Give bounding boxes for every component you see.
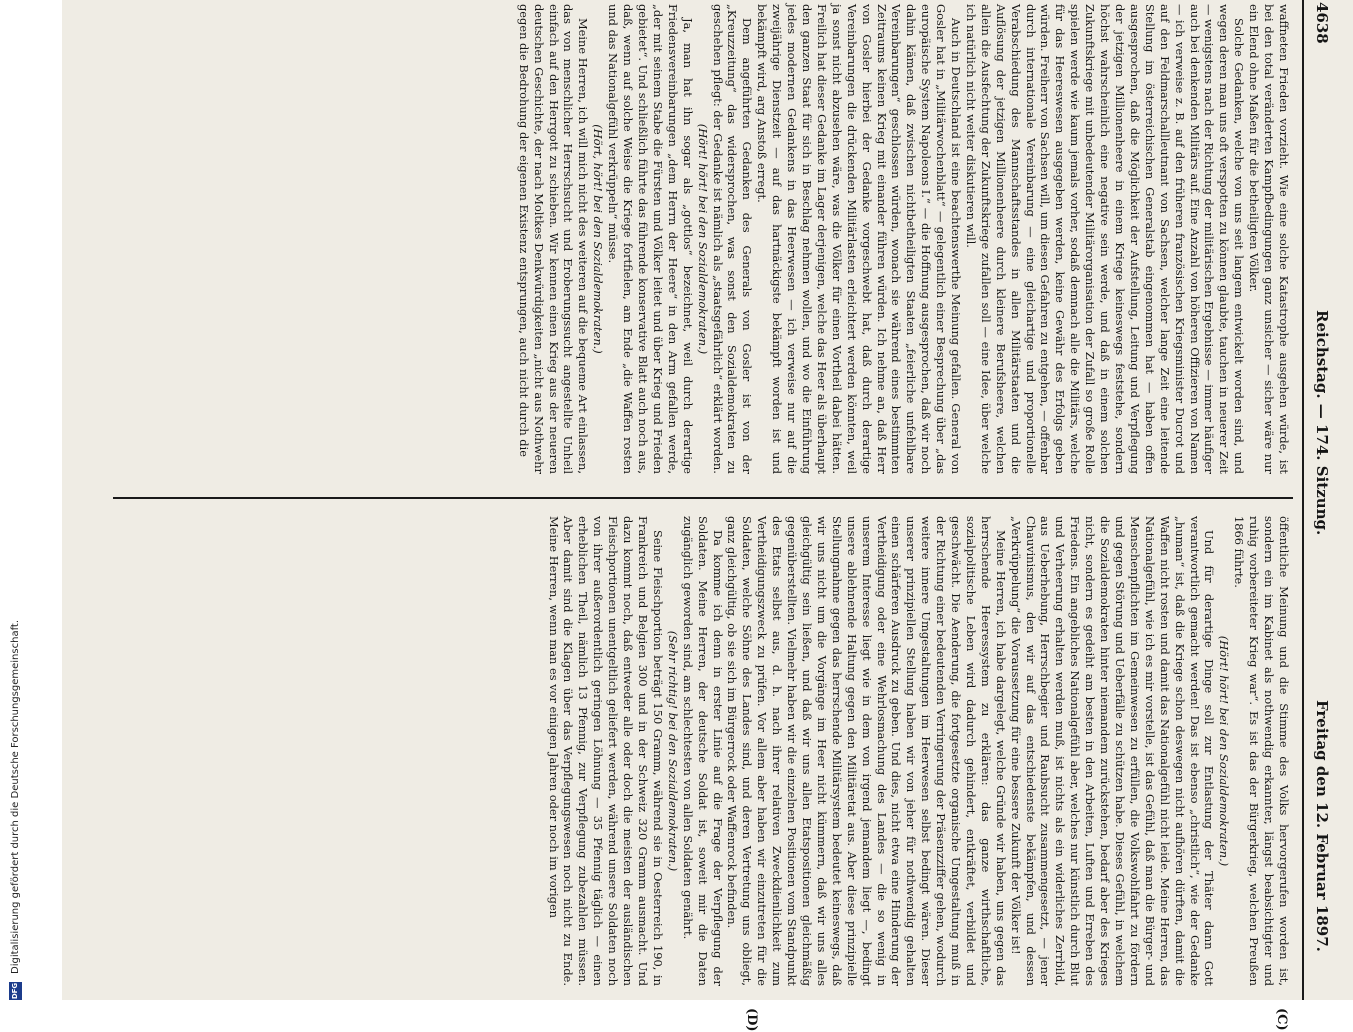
interjection: (Hört, hört! bei den Sozialdemokraten.) xyxy=(591,124,606,354)
page-header xyxy=(1307,0,1339,1000)
interjection: (Hört! hört! bei den Sozialdemokraten.) xyxy=(1217,635,1232,867)
page-number: 4638 xyxy=(1313,2,1331,44)
left-text-column xyxy=(516,4,1291,474)
rotated-page-content xyxy=(62,0,1353,1032)
margin-marker-d: (D) xyxy=(744,1008,759,1032)
funding-note xyxy=(8,0,24,1000)
paragraph: Ja, man hat ihn sogar als „gottlos“ bezeichnet, weil durch derartige Friedensvereinbarungen „dem Herrn der Heere“ in den Arm gefallen werde, „der mit seinem Stabe die Fürsten und Völker leitet und über Krieg und Frieden gebietet“. Und schließlich führte das führende konservative Blatt auch noch aus, daß, wenn auf solche Weise die Kriege fortfielen, am Ende „die Waffen rosten und das Nationalgefühl verkrüppeln“ müsse. xyxy=(606,4,695,474)
header-rule xyxy=(1302,0,1304,1000)
paragraph: Seine Fleischportion beträgt 150 Gramm, während sie in Oesterreich 190, in Frankreich und Belgien 300 und in der Schweiz 320 Gramm ausmacht. Und dazu kommt noch, daß entweder alle oder doch die meisten der ausländischen Fleischportionen unentgeltlich geliefert werden, während unsere Soldaten noch von ihrer außerordentlich geringen Löhnung — 35 Pfennig täglich — einen erheblichen Theil, nämlich 13 Pfennig, zur Verpflegung zubezahlen müssen. Aber damit sind die Klagen über das Verpflegungswesen noch nicht zu Ende. Meine Herren, wenn man es vor einigen Jahren oder noch im vorigen xyxy=(546,516,665,986)
paragraph: öffentliche Meinung und die Stimme des Volks hervorgerufen worden ist, sondern ein im Kabinet als nothwendig erkannter, längst beabsichtigter und ruhig vorbereiteter Krieg war“. Es ist das der Bürgerkrieg, welchen Preußen 1866 führte. xyxy=(1232,516,1291,986)
dfg-logo-icon: DFG xyxy=(9,982,22,1000)
interjection: (Sehr richtig! bei den Sozialdemokraten.) xyxy=(665,630,680,872)
paragraph: Solche Gedanken, welche von uns seit langem entwickelt worden sind, und wegen deren man uns oft verspotten zu können glaubte, tauchen in neuerer Zeit — wenigstens nach der Richtung der militärischen Ergebnisse — immer häufiger auch bei denkenden Militärs auf. Eine Anzahl von höheren Offizieren von Namen — ich verweise z. B. auf den früheren französischen Kriegsminister Ducrot und auf den Feldmarschallleutnant von Sachsen, welcher lange Zeit eine leitende Stellung im österreichischen Generalstab eingenommen hat — haben offen ausgesprochen, daß die Möglichkeit der Aufstellung, Leitung und Verpflegung der jetzigen Millionenheere in einem Kriege keineswegs feststehe, sondern höchst wahrscheinlich eine negative sein werde, und daß in einem solchen Zukunftskriege mit unbedeutender Militärorganisation der Zufall so große Rolle spielen werde wie kaum jemals vorher, sodaß demnach alle die Militärs, welche für das Heereswesen ausgegeben werden, keine Gewähr des Erfolgs geben würden. Freiherr von Sachsen will, um diesen Gefahren zu entgehen, — offenbar durch internationale Vereinbarung — eine gleichartige und proportionelle Verabschiedung des Mannschaftsstandes in allen Militärstaaten und die Auflösung der jetzigen Millionenheere durch kleinere Berufsheere, welchen allein die Ausfechtung der Zukunftskriege zufallen soll — eine Idee, über welche ich natürlich nicht weiter diskutieren will. xyxy=(963,4,1247,474)
session-title: Reichstag. — 174. Sitzung. xyxy=(1313,310,1331,536)
footer-text: Digitalisierung gefördert durch die Deutsche Forschungsgemeinschaft. xyxy=(10,619,21,974)
interjection: (Hört! hört! bei den Sozialdemokraten.) xyxy=(695,123,710,355)
column-divider xyxy=(113,497,1293,499)
paragraph: Dem angeführten Gedanken des Generals von Gosler ist von der „Kreuzzeitung“ das widersprochen, was sonst den Sozialdemokraten zu geschehen pflegt: der Gedanke ist nämlich als „staatsgefährlich“ erklärt worden. xyxy=(710,4,755,474)
paragraph: Meine Herren, ich habe dargelegt, welche Gründe wir haben, uns gegen das herrschende Heeressystem zu erklären: das ganze wirthschaftliche, sozialpolitische Leben wird dadurch gehindert, entkräftet, verbildet und geschwächt. Die Aenderung, die fortgesetzte organische Umgestaltung muß in der Richtung einer bedeutenden Verringerung der Präsenzziffer gehen, wodurch weitere innere Umgestaltungen im Heerwesen selbst bedingt wären. Dieser unserer prinzipiellen Stellung haben wir von jeher für nothwendig gehalten einen schärferen Ausdruck zu geben. Und dies, nicht etwa eine Hinderung der Vertheidigung oder eine Wehrlosmachung des Landes — die so wenig in unserem Interesse liegt wie in dem von irgend jemandem liegt —, bedingt unsere ablehnende Haltung gegen den Militäretat aus. Aber diese prinzipielle Stellungnahme gegen das herrschende Militärsystem bedeutet keineswegs, daß wir uns nicht um die Vorgänge im Heer nicht kümmern, daß wir uns alles gleichgültig sein ließen, und daß wir uns allen Etatspositionen gleichmäßig gegenüberstellten. Vielmehr haben wir die einzelnen Positionen vom Standpunkt des Etats selbst aus, d. h. nach ihrer relativen Zweckdienlichkeit zum Vertheidigungszweck zu prüfen. Vor allem aber haben wir einzutreten für die Soldaten, welche Söhne des Landes sind, und deren Vertretung uns obliegt, ganz gleichgültig, ob sie sich im Bürgerrock oder Waffenrock befinden. xyxy=(725,516,1008,986)
paragraph: Da komme ich denn in erster Linie auf die Frage der Verpflegung der Soldaten. Meine Herren, der deutsche Soldat ist, soweit mir die Daten zugänglich geworden sind, am schlechtesten von allen Soldaten genährt. xyxy=(680,516,725,986)
paragraph: Meine Herren, ich will mich nicht des weiteren auf die bequeme Art einlassen, das von menschlicher Herrschsucht und Eroberungssucht angestellte Unheil einfach auf den Herrgott zu schieben. Wir kennen einen Krieg aus der neueren deutschen Geschichte, der nach Moltkes Denkwürdigkeiten „nicht aus Nothwehr gegen die Bedrohung der eigenen Existenz entsprungen, auch nicht durch die xyxy=(516,4,591,474)
scanned-page xyxy=(62,0,1353,1032)
right-text-column xyxy=(546,516,1291,986)
paragraph: Auch in Deutschland ist eine beachtenswerthe Meinung gefallen. General von Gosler hat in „Militärwochenblatt“ — gelegentlich einer Besprechung über „das europäische System Napoleons I.“ — die Hoffnung ausgesprochen, daß wir noch dahin kämen, daß zwischen nichtbetheiligten Staaten „feierliche unfehlbare Vereinbarungen“ geschlossen würden, wonach sie während eines bestimmten Zeitraums keinen Krieg mit einander führen würden. Ich nehme an, daß Herr von Gosler hierbei der Gedanke vorgeschwebt hat, daß durch derartige Vereinbarungen die drückenden Militärlasten erleichtert werden könnten, weil ja sonst nicht abzusehen wäre, was die Völker für einen Vortheil dabei hätten. Freilich hat dieser Gedanke im Lager derjenigen, welche das Heer als überhaupt den ganzen Staat für sich in Beschlag nehmen wollen, und wo die Einführung jedes modernen Gedankens in das Heerwesen — ich verweise nur auf die zweijährige Dienstzeit — auf das hartnäckigste bekämpft worden ist und bekämpft wird, arg Anstoß erregt. xyxy=(755,4,964,474)
margin-marker-c: (C) xyxy=(1274,1008,1289,1031)
paragraph: Und für derartige Dinge soll zur Entlastung der Thäter dann Gott verantwortlich gemacht werden! Das ist ebenso „christlich“, wie der Gedanke „human“ ist, daß die Kriege schon deswegen nicht aufhören dürften, damit die Waffen nicht rosten und damit das Nationalgefühl nicht leide. Meine Herren, das Nationalgefühl, wie ich es mir vorstelle, ist das Gefühl, daß man die Bürger- und Menschenpflichten im Gemeinwesen zu erfüllen, die Volkswohlfahrt zu fördern und gegen Störung und Ueberfälle zu schützen habe. Dieses Gefühl, in welchem die Sozialdemokraten hinter niemandem zurückstehen, bedarf aber des Krieges nicht, sondern es gedeiht am besten in den Arbeiten, Luften und Erreben des Friedens. Ein angebliches Nationalgefühl aber, welches nur künstlich durch Blut und Verheerung erhalten werden muß, ist nichts als ein widerliches Zerrbild, aus Ueberhebung, Herrschbegier und Raubsucht zusammengesetzt, — jener Chauvinismus, den wir auf das entschiedenste bekämpfen, und dessen „Verkrüppelung“ die Voraussetzung für eine bessere Zukunft der Völker ist! xyxy=(1008,516,1217,986)
funding-footer xyxy=(0,0,62,1000)
paragraph: waffneten Frieden vorzieht. Wie eine solche Katastrophe ausgehen würde, ist bei den total veränderten Kampfbedingungen ganz unsicher — sicher wäre nur ein Elend ohne Maßen für die betheiligten Völker. xyxy=(1247,4,1291,474)
session-date: Freitag den 12. Februar 1897. xyxy=(1313,700,1331,952)
